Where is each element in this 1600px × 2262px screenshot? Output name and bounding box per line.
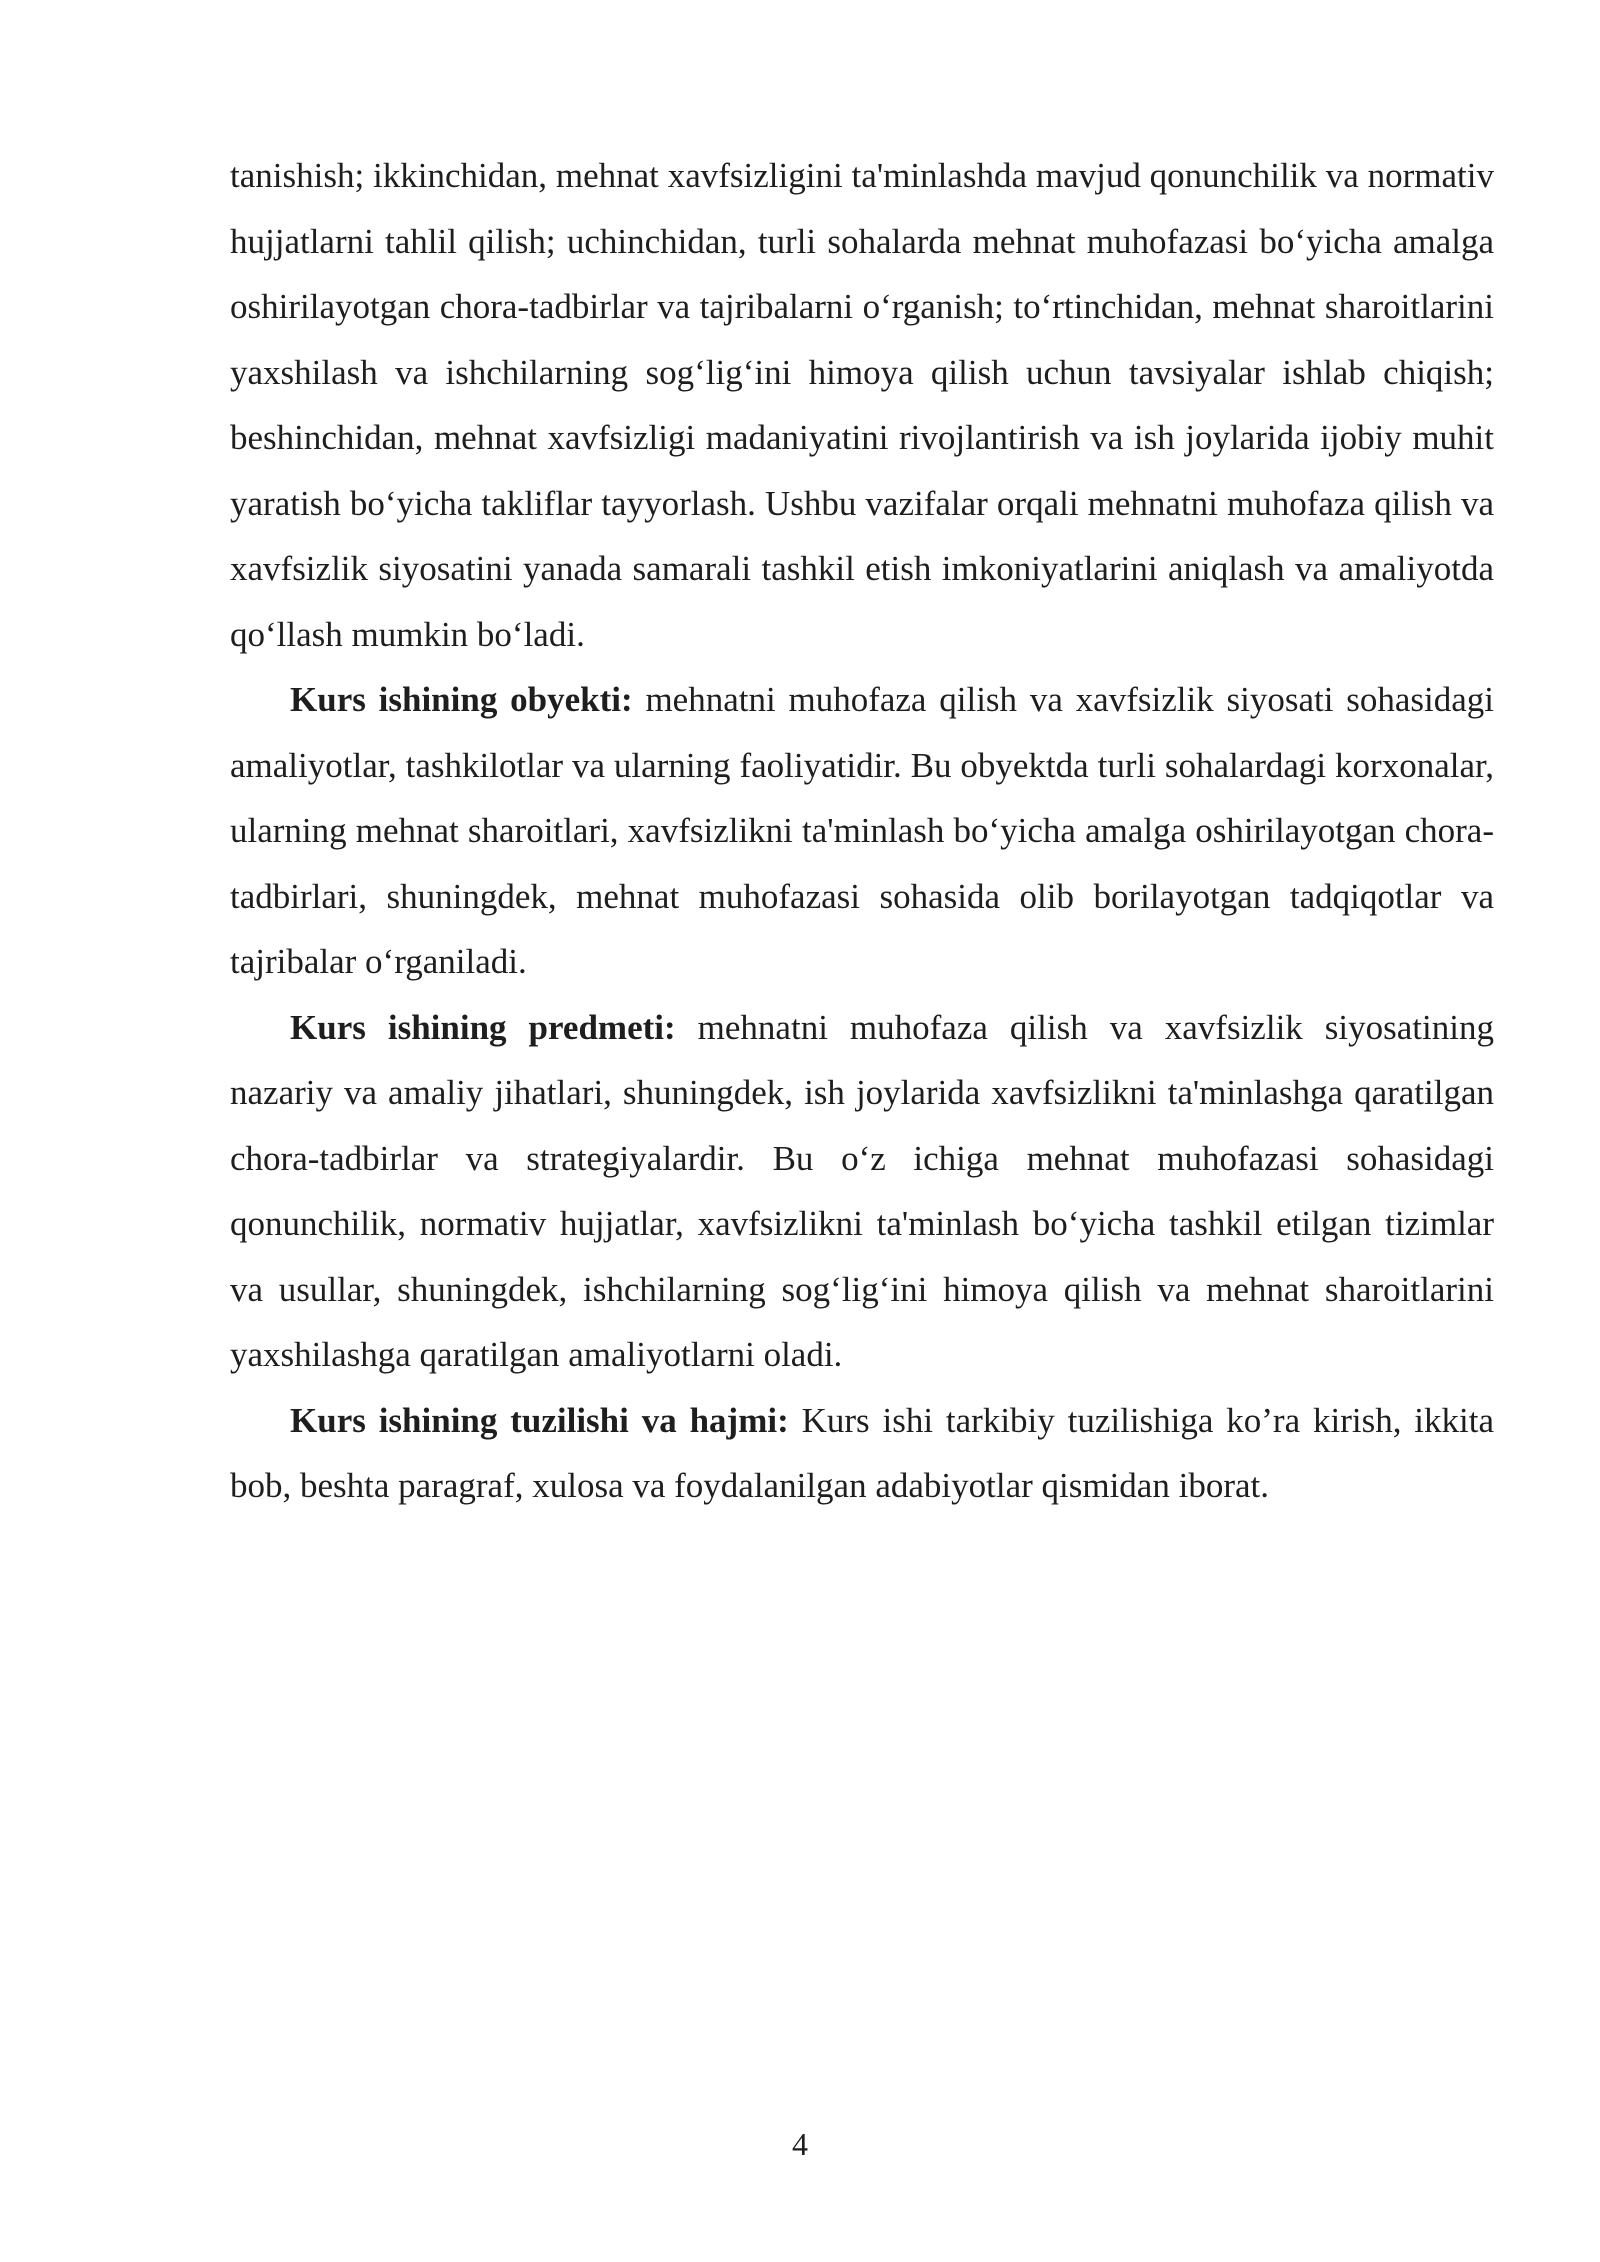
object-text: mehnatni muhofaza qilish va xavfsizlik siyosati sohasidagi amaliyotlar, tashkilotlar va ularning faoliyatidir. Bu obyektda turli sohalardagi korxonalar, ularning mehnat sharoitlari, xavfsizlikni ta'minlash bo‘yicha amalga oshirilayotgan chora-tadbirlari, shuningdek, mehnat muhofazasi sohasida olib borilayotgan tadqiqotlar va tajribalar o‘rganiladi. — [230, 680, 1494, 981]
paragraph-structure — [230, 1388, 1494, 1519]
page-number: 4 — [792, 2126, 808, 2162]
structure-text: Kurs ishi tarkibiy tuzilishiga ko’ra kirish, ikkita bob, beshta paragraf, xulosa va foydalanilgan adabiyotlar qismidan iborat. — [230, 1400, 1495, 1505]
paragraph-subject — [230, 995, 1494, 1388]
subject-text: mehnatni muhofaza qilish va xavfsizlik siyosatining nazariy va amaliy jihatlari, shuningdek, ish joylarida xavfsizlikni ta'minlashga qaratilgan chora-tadbirlar va strategiyalardir. Bu o‘z ichiga mehnat muhofazasi sohasidagi qonunchilik, normativ hujjatlar, xavfsizlikni ta'minlash bo‘yicha tashkil etilgan tizimlar va usullar, shuningdek, ishchilarning sog‘lig‘ini himoya qilish va mehnat sharoitlarini yaxshilashga qaratilgan amaliyotlarni oladi. — [230, 1007, 1494, 1374]
object-label: Kurs ishining obyekti: — [290, 680, 633, 719]
document-body — [230, 143, 1494, 1519]
paragraph-object — [230, 667, 1494, 995]
structure-label: Kurs ishining tuzilishi va hajmi: — [290, 1400, 789, 1440]
subject-label: Kurs ishining predmeti: — [290, 1007, 676, 1047]
paragraph-tasks-continuation: tanishish; ikkinchidan, mehnat xavfsizligini ta'minlashda mavjud qonunchilik va normativ hujjatlarni tahlil qilish; uchinchidan, turli sohalarda mehnat muhofazasi bo‘yicha amalga oshirilayotgan chora-tadbirlar va tajribalarni o‘rganish; to‘rtinchidan, mehnat sharoitlarini yaxshilash va ishchilarning sog‘lig‘ini himoya qilish uchun tavsiyalar ishlab chiqish; beshinchidan, mehnat xavfsizligi madaniyatini rivojlantirish va ish joylarida ijobiy muhit yaratish bo‘yicha takliflar tayyorlash. Ushbu vazifalar orqali mehnatni muhofaza qilish va xavfsizlik siyosatini yanada samarali tashkil etish imkoniyatlarini aniqlash va amaliyotda qo‘llash mumkin bo‘ladi. — [230, 156, 1494, 654]
